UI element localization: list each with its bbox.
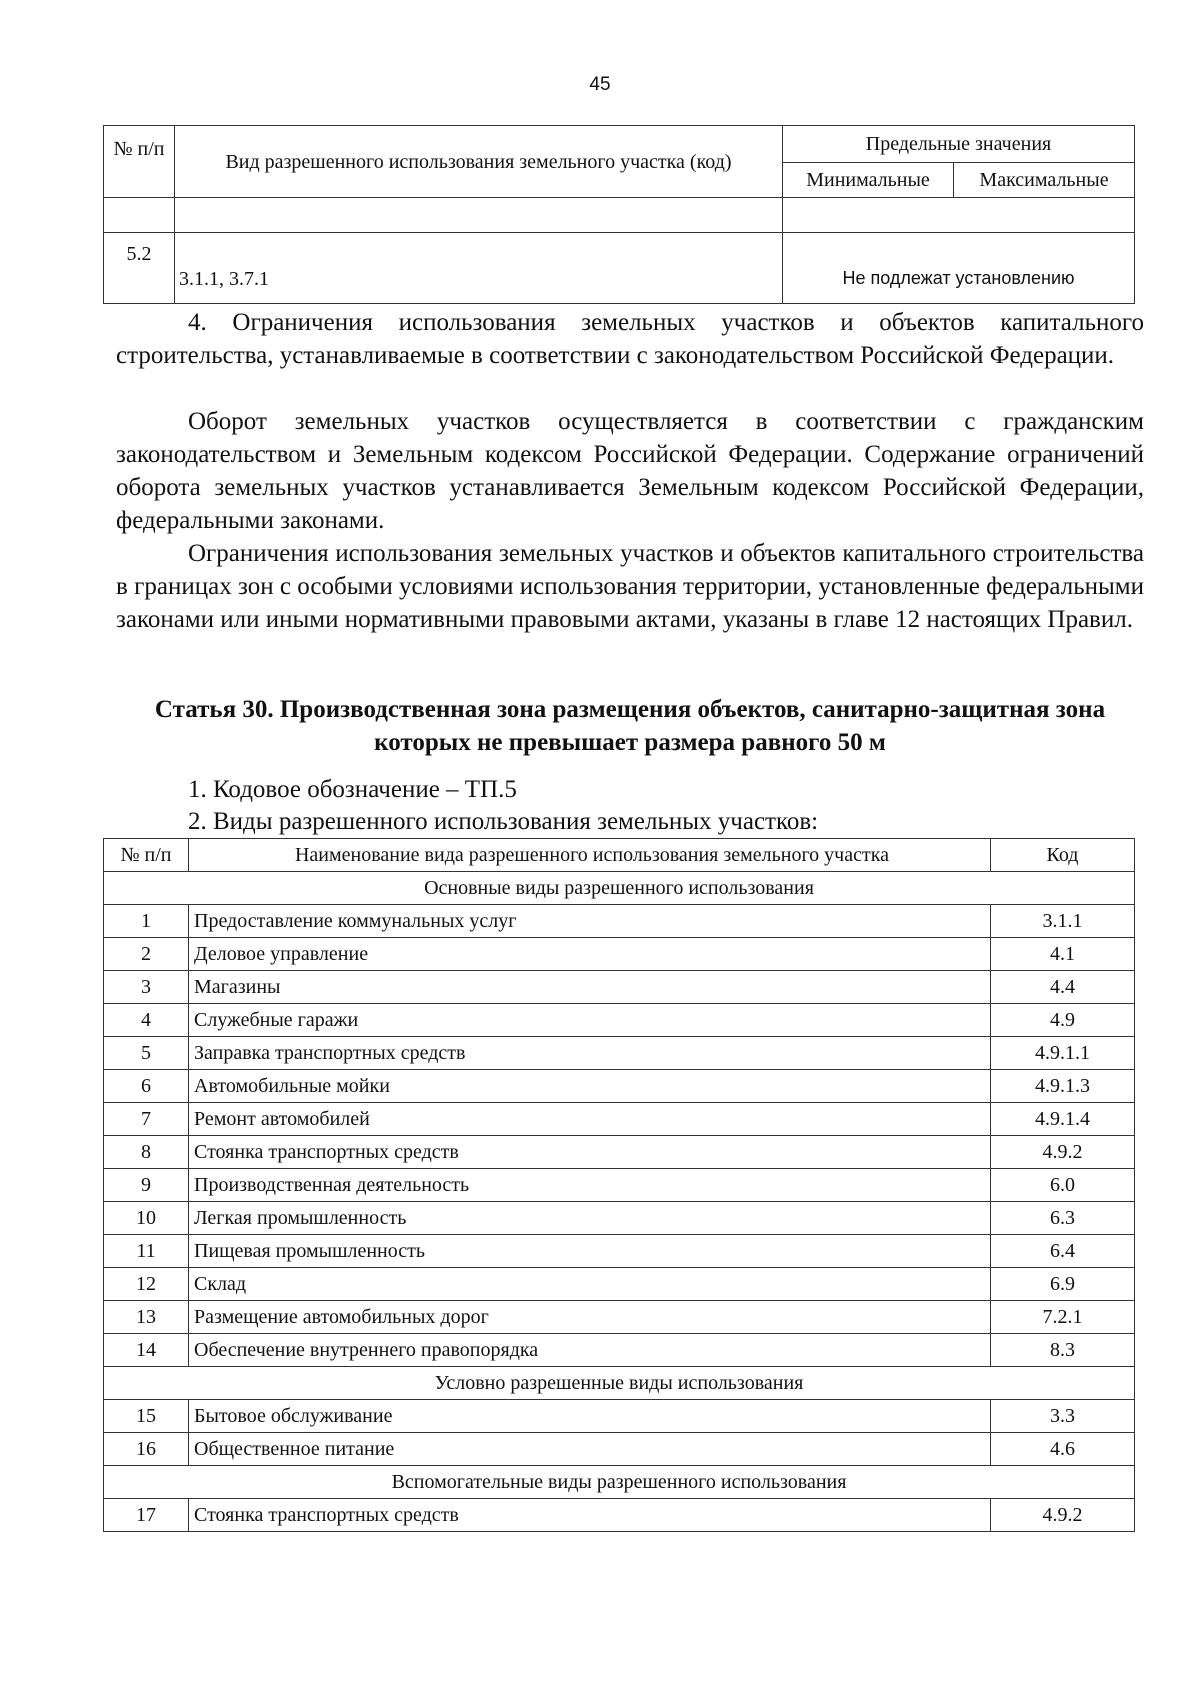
- table-row: [104, 1268, 1135, 1301]
- paragraph-restrictions: 4. Ограничения использования земельных участков и объектов капитального строительства, устанавливаемые в соответствии с законодательством Российской Федерации.: [116, 309, 1144, 369]
- table-row: [104, 1334, 1135, 1367]
- section-row: [104, 1367, 1135, 1400]
- row-code: 4.9.1.1: [991, 1037, 1135, 1070]
- row-number: 2: [104, 938, 189, 971]
- row-code: 3.3: [991, 1400, 1135, 1433]
- row-code: 4.4: [991, 971, 1135, 1004]
- row-code: 4.9.1.3: [991, 1070, 1135, 1103]
- row-use-name: Магазины: [189, 971, 991, 1004]
- row-use-name: Общественное питание: [189, 1433, 991, 1466]
- table-row: [104, 905, 1135, 938]
- row-code: 3.1.1: [991, 905, 1135, 938]
- uses-table-header-row: [104, 839, 1135, 872]
- table-row: [104, 1235, 1135, 1268]
- row-code: 4.9: [991, 1004, 1135, 1037]
- row-number: 9: [104, 1169, 189, 1202]
- row-code: 4.9.2: [991, 1136, 1135, 1169]
- header-limits: Предельные значения: [783, 126, 1135, 163]
- paragraph-turnover: Оборот земельных участков осуществляется в соответствии с гражданским законодательством и Земельным кодексом Российской Федерации. Содержание ограничений оборота земельных участков устанавливается Земельным кодексом Российской Федерации, федеральными законами.: [116, 408, 1144, 534]
- table-row: [104, 1433, 1135, 1466]
- row-code: 8.3: [991, 1334, 1135, 1367]
- column-header-code: Код: [991, 839, 1135, 872]
- row-num: 5.2: [104, 233, 175, 304]
- section-row: [104, 1466, 1135, 1499]
- header-kind: Вид разрешенного использования земельного участка (код): [175, 126, 783, 198]
- table-row: [104, 1499, 1135, 1532]
- row-use-name: Автомобильные мойки: [189, 1070, 991, 1103]
- row-number: 12: [104, 1268, 189, 1301]
- table-row: [104, 1301, 1135, 1334]
- limits-table-row: [104, 233, 1135, 304]
- row-number: 3: [104, 971, 189, 1004]
- header-max: Максимальные: [954, 163, 1135, 198]
- row-number: 5: [104, 1037, 189, 1070]
- section-title: Основные виды разрешенного использования: [104, 872, 1135, 905]
- table-row: [104, 1070, 1135, 1103]
- empty-cell: [104, 198, 175, 233]
- row-use-name: Стоянка транспортных средств: [189, 1499, 991, 1532]
- row-code: 4.6: [991, 1433, 1135, 1466]
- row-use-name: Бытовое обслуживание: [189, 1400, 991, 1433]
- row-number: 10: [104, 1202, 189, 1235]
- row-code: 4.9.1.4: [991, 1103, 1135, 1136]
- column-header-name: Наименование вида разрешенного использования земельного участка: [189, 839, 991, 872]
- empty-cell: [783, 198, 1135, 233]
- section-title: Условно разрешенные виды использования: [104, 1367, 1135, 1400]
- row-code: 4.1: [991, 938, 1135, 971]
- section-title: Вспомогательные виды разрешенного использования: [104, 1466, 1135, 1499]
- uses-table-body: [104, 872, 1135, 1532]
- row-use-name: Служебные гаражи: [189, 1004, 991, 1037]
- row-use-name: Производственная деятельность: [189, 1169, 991, 1202]
- row-use-name: Пищевая промышленность: [189, 1235, 991, 1268]
- section-row: [104, 872, 1135, 905]
- row-number: 11: [104, 1235, 189, 1268]
- row-number: 16: [104, 1433, 189, 1466]
- row-code: 6.4: [991, 1235, 1135, 1268]
- table-row: [104, 1400, 1135, 1433]
- limits-table: [103, 125, 1135, 304]
- row-number: 14: [104, 1334, 189, 1367]
- row-number: 8: [104, 1136, 189, 1169]
- header-num: № п/п: [104, 126, 175, 198]
- row-code: 7.2.1: [991, 1301, 1135, 1334]
- row-value: Не подлежат установлению: [783, 233, 1135, 304]
- table-row: [104, 1169, 1135, 1202]
- row-use-name: Размещение автомобильных дорог: [189, 1301, 991, 1334]
- row-number: 6: [104, 1070, 189, 1103]
- row-use-name: Стоянка транспортных средств: [189, 1136, 991, 1169]
- row-number: 13: [104, 1301, 189, 1334]
- table-row: [104, 971, 1135, 1004]
- table-row: [104, 1103, 1135, 1136]
- row-code: 6.3: [991, 1202, 1135, 1235]
- uses-table: [103, 838, 1135, 1532]
- table-row: [104, 938, 1135, 971]
- empty-cell: [175, 198, 783, 233]
- table-row: [104, 1136, 1135, 1169]
- table-row: [104, 1202, 1135, 1235]
- row-codes: 3.1.1, 3.7.1: [175, 233, 783, 304]
- page-number: 45: [589, 74, 611, 95]
- row-number: 7: [104, 1103, 189, 1136]
- row-number: 17: [104, 1499, 189, 1532]
- row-code: 6.0: [991, 1169, 1135, 1202]
- row-use-name: Ремонт автомобилей: [189, 1103, 991, 1136]
- row-use-name: Склад: [189, 1268, 991, 1301]
- list-item-uses: 2. Виды разрешенного использования земельных участков:: [188, 808, 819, 835]
- row-number: 1: [104, 905, 189, 938]
- row-use-name: Обеспечение внутреннего правопорядка: [189, 1334, 991, 1367]
- row-code: 4.9.2: [991, 1499, 1135, 1532]
- limits-table-empty-row: [104, 198, 1135, 233]
- row-number: 15: [104, 1400, 189, 1433]
- row-number: 4: [104, 1004, 189, 1037]
- paragraph-special-zones: Ограничения использования земельных участков и объектов капитального строительства в границах зон с особыми условиями использования территории, установленные федеральными законами или иными нормативными правовыми актами, указаны в главе 12 настоящих Правил.: [116, 540, 1144, 633]
- row-use-name: Легкая промышленность: [189, 1202, 991, 1235]
- article-heading: Статья 30. Производственная зона размещения объектов, санитарно-защитная зона которых не превышает размера равного 50 м: [154, 696, 1106, 756]
- row-code: 6.9: [991, 1268, 1135, 1301]
- row-use-name: Предоставление коммунальных услуг: [189, 905, 991, 938]
- row-use-name: Заправка транспортных средств: [189, 1037, 991, 1070]
- table-row: [104, 1037, 1135, 1070]
- list-item-code: 1. Кодовое обозначение – ТП.5: [188, 776, 517, 803]
- table-row: [104, 1004, 1135, 1037]
- limits-table-header-row: [104, 126, 1135, 163]
- row-use-name: Деловое управление: [189, 938, 991, 971]
- column-header-no: № п/п: [104, 839, 189, 872]
- header-min: Минимальные: [783, 163, 954, 198]
